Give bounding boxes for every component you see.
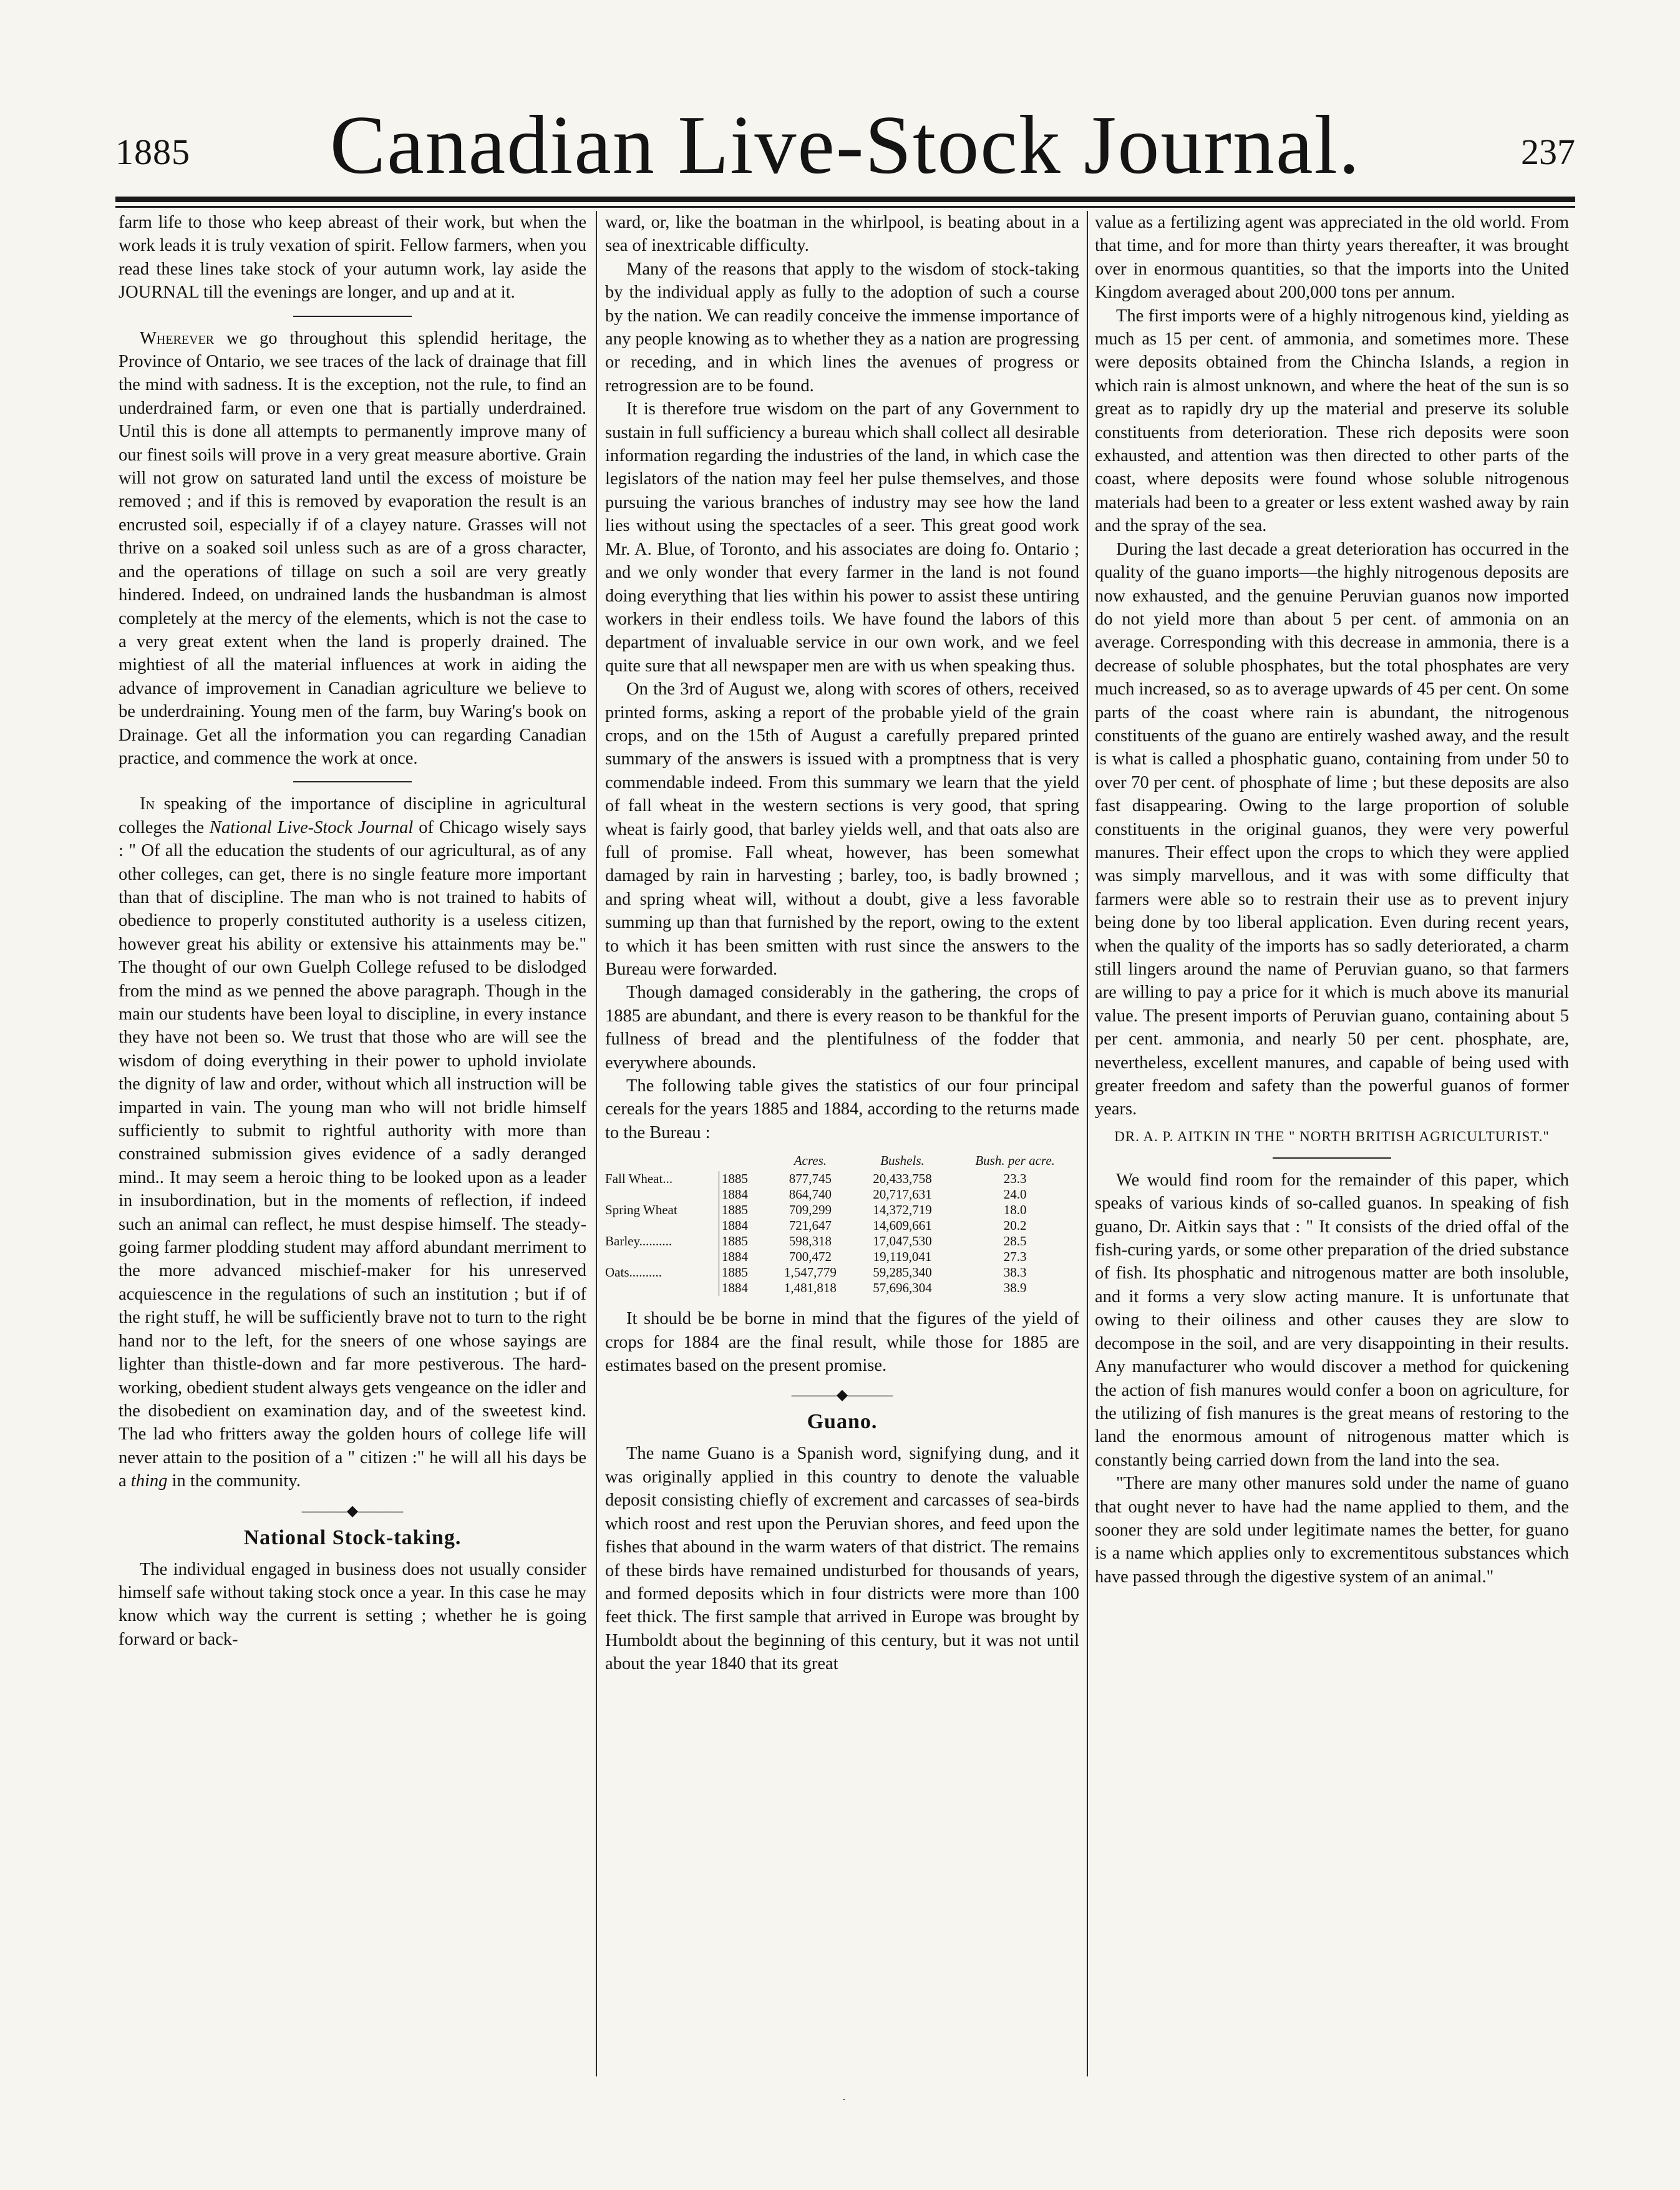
table-row — [605, 1202, 1079, 1218]
paragraph — [119, 792, 586, 1492]
paragraph: Many of the reasons that apply to the wisdom of stock-taking by the individual apply as fully to the adoption of such a course by the nation. We can readily conceive the immense importance of any people knowing as to whether they as a nation are progressing or receding, and in which lines the avenues of progress or retrogression are to be found. — [605, 259, 1079, 396]
emphasis: thing — [130, 1471, 168, 1491]
table-header: Bush. per acre. — [975, 1153, 1055, 1169]
table-row — [605, 1187, 1079, 1202]
bushels-cell: 19,119,041 — [873, 1249, 932, 1265]
paragraph: The name Guano is a Spanish word, signifying dung, and it was originally applied in this country to denote the valuable deposit consisting chiefly of excrement and carcasses of sea-birds which roost and rest upon the Peruvian shores, and feed upon the fishes that abound in the warm waters of that district. The remains of these birds have remained undisturbed for thousands of years, and formed deposits which in four districts were more than 100 feet thick. The first sample that arrived in Europe was brought by Humboldt about the beginning of this century, but it was not until about the year 1840 that its great — [605, 1444, 1079, 1674]
masthead — [115, 97, 1575, 190]
crop-cell: Fall Wheat... — [605, 1171, 673, 1187]
table-row — [605, 1234, 1079, 1249]
table-header-year — [719, 1153, 767, 1171]
paragraph-text: we go throughout this splendid heritage, the Province of Ontario, we see traces of the lack of drainage that fill the mind with sadness. It is the exception, not the rule, to find an underdrained farm, or even one that is partially underdrained. Until this is done all attempts to permanently improve many of our finest soils will prove in a very great measure abortive. Grain will not grow on saturated land until the excess of moisture be removed ; and if this is removed by evaporation the result is an encrusted soil, especially if of a clayey nature. Grasses will not thrive on a soaked soil unless such as are of a gross character, and the operations of tillage on such a soil are very greatly hindered. Indeed, on undrained lands the husbandman is almost completely at the mercy of the elements, which is not the case to a very great extent when the land is properly drained. The mightiest of all the material influences at work in aiding the advance of improvement in Canadian agriculture we believe to be underdraining. Young men of the farm, buy Waring's book on Drainage. Get all the information you can regarding Canadian practice, and commence the work at once. — [119, 328, 586, 768]
paragraph: We would find room for the remainder of this paper, which speaks of various kinds of so-called guanos. In speaking of fish guano, Dr. Aitkin says that : " It consists of the dried offal of the fish-curing yards, or some other preparation of the dried substance of fish. Its phosphatic and nitrogenous matter are both insoluble, and it forms a very slow acting manure. It is unfortunate that owing to their oiliness and other causes they are slow to decompose in the soil, and are very disappointing in their results. Any manufacturer who would discover a method for quickening the action of fish manures would confer a boon on agriculture, for the utilizing of fish manures is the great means of restoring to the land the enormous amount of nitrogenous matter which is constantly being carried down from the land into the sea. — [1095, 1170, 1569, 1470]
section-heading: Guano. — [807, 1410, 878, 1434]
paragraph-text: in the community. — [172, 1471, 301, 1491]
acres-cell: 1,481,818 — [784, 1280, 837, 1296]
year-cell: 1885 — [719, 1202, 767, 1218]
journal-name: National Live-Stock Journal — [209, 817, 414, 837]
bushels-cell: 14,609,661 — [873, 1218, 932, 1234]
year-cell: 1885 — [719, 1265, 767, 1280]
year-cell: 1885 — [719, 1234, 767, 1249]
ornament-separator: ———◆——— — [791, 1387, 893, 1404]
per-acre-cell: 23.3 — [1003, 1171, 1027, 1187]
ornament-separator: ———◆——— — [301, 1502, 404, 1519]
table-row — [605, 1218, 1079, 1234]
bushels-cell: 57,696,304 — [873, 1280, 932, 1296]
paragraph: Though damaged considerably in the gathering, the crops of 1885 are abundant, and there is every reason to be thankful for the fullness of bread and the plentifulness of the fodder that everywhere abounds. — [605, 983, 1079, 1073]
per-acre-cell: 28.5 — [1003, 1234, 1027, 1249]
crop-cell — [605, 1218, 719, 1234]
crop-cell: Spring Wheat — [605, 1202, 677, 1218]
per-acre-cell: 18.0 — [1003, 1202, 1027, 1218]
issue-year: 1885 — [115, 132, 190, 172]
header-rule-thin — [115, 206, 1575, 208]
separator-rule — [1273, 1157, 1391, 1159]
crop-cell — [605, 1280, 719, 1296]
year-cell: 1885 — [719, 1171, 767, 1187]
crop-cell: Oats.......... — [605, 1265, 662, 1280]
article-byline: DR. A. P. AITKIN IN THE " NORTH BRITISH AGRICULTURIST." — [1114, 1128, 1550, 1144]
per-acre-cell: 38.3 — [1003, 1265, 1027, 1280]
per-acre-cell: 38.9 — [1003, 1280, 1027, 1296]
per-acre-cell: 20.2 — [1003, 1218, 1027, 1234]
bushels-cell: 17,047,530 — [873, 1234, 932, 1249]
per-acre-cell: 27.3 — [1003, 1249, 1027, 1265]
section-heading: National Stock-taking. — [243, 1526, 462, 1549]
bushels-cell: 20,433,758 — [873, 1171, 932, 1187]
page-mark: · — [842, 2093, 846, 2106]
acres-cell: 864,740 — [789, 1187, 832, 1202]
column-1 — [119, 211, 586, 2095]
table-row — [605, 1265, 1079, 1280]
paragraph: On the 3rd of August we, along with scores of others, received printed forms, asking a report of the probable yield of the grain crops, and on the 15th of August a carefully prepared printed summary of the answers is issued with a promptness that is very commendable indeed. From this summary we learn that the yield of fall wheat in the western sections is very good, that spring wheat is fairly good, that barley yields well, and that oats also are full of promise. Fall wheat, however, has been somewhat damaged by rain in harvesting ; barley, too, is badly browned ; and spring wheat will, without a doubt, give a less favorable summing up than that furnished by the report, owing to the extent to which it has been smitten with rust since the answers to the Bureau were forwarded. — [605, 679, 1079, 979]
paragraph: "There are many other manures sold under the name of guano that ought never to have had the name applied to them, and the sooner they are sold under legitimate names the better, for guano is a name which applies only to excrementitous substances which have passed through the digestive system of an animal." — [1095, 1474, 1569, 1587]
header-rule-thick — [115, 197, 1575, 202]
crop-cell: Barley.......... — [605, 1234, 672, 1249]
per-acre-cell: 24.0 — [1003, 1187, 1027, 1202]
lead-word: Wherever — [140, 328, 215, 348]
paragraph-text: of Chicago wisely says : " Of all the education the students of our agricultural, as of any other colleges, can get, there is no single feature more important than that of discipline. The man who is not trained to habits of obedience to properly constituted authority is a useless citizen, however great his ability or extensive his attainments may be." The thought of our own Guelph College refused to be dislodged from the mind as we penned the above paragraph. Though in the main our students have been loyal to discipline, in every instance they have not been so. We trust that those who are will see the wisdom of doing everything in their power to uphold inviolate the dignity of law and order, without which all instruction will be imparted in vain. The young man who will not bridle himself sufficiently to submit to rightful authority with more than constrained submission gives evidence of a sadly deranged mind.. It may seem a heroic thing to be looked upon as a leader in insubordination, but in the moments of reflection, if indeed such an animal can reflect, he must despise himself. The steady-going farmer plodding student may afford abundant merriment to the more advanced mischief-maker for his unreserved acquiescence in the regulations of such an institution ; but if of the right stuff, he will be sufficiently brave not to turn to the right hand nor to the left, for the sneers of one whose sayings are lighter than thistle-down and far more pestiverous. The hard-working, obedient student always gets vengeance on the idler and the disobedient on examination day, and of the sweetest kind. The lad who fritters away the golden hours of college life will never attain to the position of a " citizen :" he will all his days be a — [119, 817, 586, 1491]
paragraph: ward, or, like the boatman in the whirlpool, is beating about in a sea of inextricable difficulty. — [605, 213, 1079, 256]
paragraph: value as a fertilizing agent was appreciated in the old world. From that time, and for more than thirty years thereafter, it was brought over in enormous quantities, so that the imports into the United Kingdom averaged about 200,000 tons per annum. — [1095, 213, 1569, 303]
crop-cell — [605, 1187, 719, 1202]
acres-cell: 877,745 — [789, 1171, 832, 1187]
column-divider-2 — [1087, 211, 1088, 2076]
lead-word: In — [140, 794, 155, 814]
table-row — [605, 1171, 1079, 1187]
paragraph: The following table gives the statistics of our four principal cereals for the years 1885 and 1884, according to the returns made to the Bureau : — [605, 1076, 1079, 1142]
journal-title: Canadian Live-Stock Journal. — [329, 99, 1361, 191]
paragraph: It should be be borne in mind that the figures of the yield of crops for 1884 are the final result, while those for 1885 are estimates based on the present promise. — [605, 1309, 1079, 1376]
year-cell: 1884 — [719, 1280, 767, 1296]
acres-cell: 709,299 — [789, 1202, 832, 1218]
paragraph: farm life to those who keep abreast of their work, but when the work leads it is truly vexation of spirit. Fellow farmers, when you read these lines take stock of your autumn work, lay aside the JOURNAL till the evenings are longer, and up and at it. — [119, 213, 586, 303]
table-header-crop — [605, 1153, 719, 1171]
paragraph: The individual engaged in business does not usually consider himself safe without taking stock once a year. In this case he may know which way the current is setting ; whether he is going forward or back- — [119, 1559, 586, 1649]
paragraph: The first imports were of a highly nitrogenous kind, yielding as much as 15 per cent. of ammonia, and sometimes more. These were deposits obtained from the Chincha Islands, a region in which rain is almost unknown, and where the heat of the sun is so great as to rapidly dry up the material and preserve its soluble constituents from deterioration. These rich deposits were soon exhausted, and attention was then directed to other parts of the coast, where deposits were found whose soluble nitrogenous materials had been to a greater or less extent washed away by rain and the spray of the sea. — [1095, 306, 1569, 536]
table-header: Bushels. — [880, 1153, 925, 1169]
acres-cell: 700,472 — [789, 1249, 832, 1265]
year-cell: 1884 — [719, 1218, 767, 1234]
page-number: 237 — [1521, 132, 1575, 172]
year-cell: 1884 — [719, 1187, 767, 1202]
separator-rule — [293, 316, 412, 317]
bushels-cell: 59,285,340 — [873, 1265, 932, 1280]
table-header: Acres. — [794, 1153, 827, 1169]
cereal-statistics-table — [605, 1153, 1079, 1296]
bushels-cell: 20,717,631 — [873, 1187, 932, 1202]
bushels-cell: 14,372,719 — [873, 1202, 932, 1218]
separator-rule — [293, 781, 412, 782]
column-3 — [1095, 211, 1569, 2095]
column-2 — [605, 211, 1079, 2095]
year-cell: 1884 — [719, 1249, 767, 1265]
acres-cell: 598,318 — [789, 1234, 832, 1249]
paragraph: During the last decade a great deterioration has occurred in the quality of the guano imports—the highly nitrogenous deposits are now exhausted, and the genuine Peruvian guanos now imported do not yield more than about 5 per cent. of ammonia on an average. Corresponding with this decrease in ammonia, there is a decrease of soluble phosphates, but the total phosphates are very much increased, so as to average upwards of 45 per cent. On some parts of the coast where rain is abundant, the nitrogenous constituents of the guano are entirely washed away, and the result is what is called a phosphatic guano, containing from under 50 to over 70 per cent. of phosphate of lime ; but these deposits are also fast disappearing. Owing to the large proportion of soluble constituents in the original guanos, they were very powerful manures. Their effect upon the crops to which they were applied was simply marvellous, and it was with some difficulty that farmers were able so to restrain their use as to prevent injury being done by too liberal application. Even during recent years, when the quality of the imports has so sadly deteriorated, a charm still lingers around the name of Peruvian guano, so that farmers are willing to pay a price for it which is much above its manurial value. The present imports of Peruvian guano, containing about 5 per cent. ammonia, and nearly 50 per cent. phosphate, are, nevertheless, excellent manures, and capable of being used with greater freedom and safety than the powerful guanos of former years. — [1095, 539, 1569, 1119]
acres-cell: 721,647 — [789, 1218, 832, 1234]
acres-cell: 1,547,779 — [784, 1265, 837, 1280]
paragraph: It is therefore true wisdom on the part of any Government to sustain in full sufficiency a bureau which shall collect all desirable information regarding the industries of the land, in which case the legislators of the nation may feel her pulse themselves, and those pursuing the various branches of industry may see how the land lies without using the spectacles of a seer. This great good work Mr. A. Blue, of Toronto, and his associates are doing fo. Ontario ; and we only wonder that every farmer in the land is not found doing everything that lies within his power to assist these untiring workers in their endless toils. We have found the labors of this department of invaluable service in our own work, and we feel quite sure that all newspaper men are with us when speaking thus. — [605, 399, 1079, 676]
paragraph — [119, 327, 586, 771]
crop-cell — [605, 1249, 719, 1265]
table-row — [605, 1249, 1079, 1265]
paragraph-text: speaking of the importance of discipline in agricultural colleges the — [119, 794, 586, 837]
table-row — [605, 1280, 1079, 1296]
table-header-row — [605, 1153, 1079, 1171]
column-divider-1 — [596, 211, 597, 2076]
